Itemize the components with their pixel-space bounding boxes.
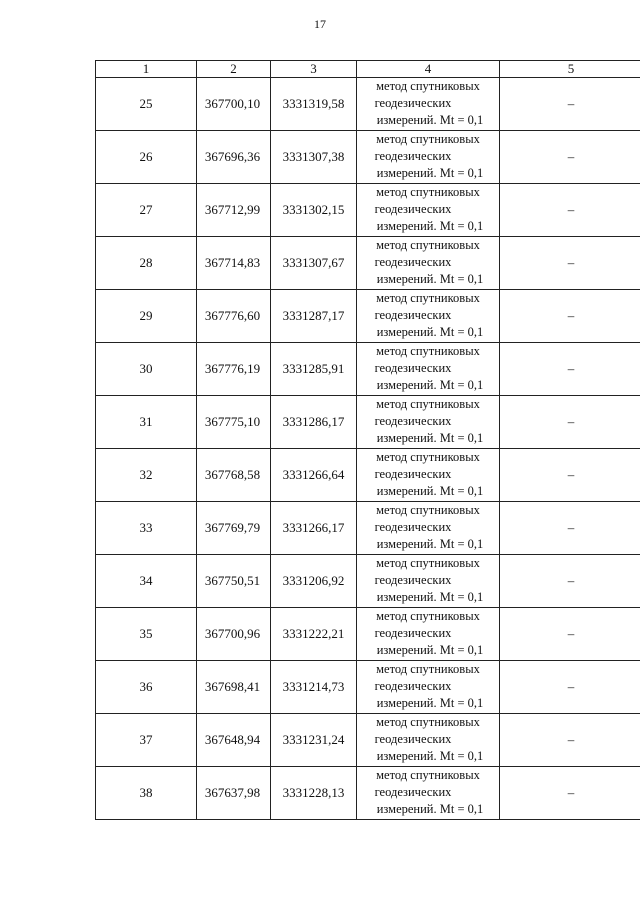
method-line: измерений. Mt = 0,1 bbox=[376, 590, 484, 604]
method-line: геодезических bbox=[374, 149, 452, 163]
method-line: геодезических bbox=[374, 679, 452, 693]
table-row bbox=[96, 184, 640, 237]
method-line: геодезических bbox=[374, 308, 452, 322]
method-line: геодезических bbox=[374, 361, 452, 375]
method-line: измерений. Mt = 0,1 bbox=[376, 378, 484, 392]
x-coordinate-cell: 367776,19 bbox=[197, 343, 271, 396]
method-cell bbox=[357, 131, 500, 184]
method-cell bbox=[357, 555, 500, 608]
y-coordinate-cell: 3331266,17 bbox=[271, 502, 357, 555]
method-line: метод спутниковых bbox=[376, 450, 480, 464]
method-line: измерений. Mt = 0,1 bbox=[376, 484, 484, 498]
method-line: геодезических bbox=[374, 573, 452, 587]
y-coordinate-cell: 3331285,91 bbox=[271, 343, 357, 396]
accuracy-cell: – bbox=[500, 184, 640, 237]
x-coordinate-cell: 367776,60 bbox=[197, 290, 271, 343]
table-row bbox=[96, 237, 640, 290]
method-line: метод спутниковых bbox=[376, 556, 480, 570]
method-line: метод спутниковых bbox=[376, 609, 480, 623]
x-coordinate-cell: 367698,41 bbox=[197, 661, 271, 714]
y-coordinate-cell: 3331222,21 bbox=[271, 608, 357, 661]
column-header-1: 1 bbox=[96, 61, 197, 78]
y-coordinate-cell: 3331319,58 bbox=[271, 78, 357, 131]
method-cell bbox=[357, 78, 500, 131]
point-number-cell: 36 bbox=[96, 661, 197, 714]
column-header-2: 2 bbox=[197, 61, 271, 78]
table-row bbox=[96, 661, 640, 714]
point-number-cell: 29 bbox=[96, 290, 197, 343]
point-number-cell: 31 bbox=[96, 396, 197, 449]
accuracy-cell: – bbox=[500, 237, 640, 290]
method-line: геодезических bbox=[374, 96, 452, 110]
method-line: геодезических bbox=[374, 467, 452, 481]
accuracy-cell: – bbox=[500, 396, 640, 449]
method-line: измерений. Mt = 0,1 bbox=[376, 272, 484, 286]
x-coordinate-cell: 367750,51 bbox=[197, 555, 271, 608]
y-coordinate-cell: 3331228,13 bbox=[271, 767, 357, 820]
method-line: метод спутниковых bbox=[376, 132, 480, 146]
method-cell bbox=[357, 290, 500, 343]
point-number-cell: 30 bbox=[96, 343, 197, 396]
point-number-cell: 35 bbox=[96, 608, 197, 661]
x-coordinate-cell: 367648,94 bbox=[197, 714, 271, 767]
accuracy-cell: – bbox=[500, 608, 640, 661]
x-coordinate-cell: 367696,36 bbox=[197, 131, 271, 184]
accuracy-cell: – bbox=[500, 502, 640, 555]
table-row bbox=[96, 767, 640, 820]
y-coordinate-cell: 3331231,24 bbox=[271, 714, 357, 767]
method-line: измерений. Mt = 0,1 bbox=[376, 643, 484, 657]
accuracy-cell: – bbox=[500, 714, 640, 767]
coordinates-table bbox=[95, 60, 640, 820]
method-line: измерений. Mt = 0,1 bbox=[376, 431, 484, 445]
method-line: метод спутниковых bbox=[376, 768, 480, 782]
method-cell bbox=[357, 608, 500, 661]
y-coordinate-cell: 3331266,64 bbox=[271, 449, 357, 502]
method-cell bbox=[357, 184, 500, 237]
table-row bbox=[96, 714, 640, 767]
column-header-4: 4 bbox=[357, 61, 500, 78]
method-line: измерений. Mt = 0,1 bbox=[376, 537, 484, 551]
table-row bbox=[96, 131, 640, 184]
table-row bbox=[96, 343, 640, 396]
point-number-cell: 27 bbox=[96, 184, 197, 237]
method-cell bbox=[357, 237, 500, 290]
method-line: метод спутниковых bbox=[376, 238, 480, 252]
method-line: метод спутниковых bbox=[376, 291, 480, 305]
method-line: метод спутниковых bbox=[376, 185, 480, 199]
accuracy-cell: – bbox=[500, 767, 640, 820]
accuracy-cell: – bbox=[500, 131, 640, 184]
method-line: измерений. Mt = 0,1 bbox=[376, 696, 484, 710]
method-cell bbox=[357, 767, 500, 820]
method-cell bbox=[357, 343, 500, 396]
method-line: метод спутниковых bbox=[376, 79, 480, 93]
y-coordinate-cell: 3331302,15 bbox=[271, 184, 357, 237]
method-line: измерений. Mt = 0,1 bbox=[376, 113, 484, 127]
method-line: метод спутниковых bbox=[376, 397, 480, 411]
y-coordinate-cell: 3331307,38 bbox=[271, 131, 357, 184]
point-number-cell: 32 bbox=[96, 449, 197, 502]
method-line: измерений. Mt = 0,1 bbox=[376, 219, 484, 233]
method-cell bbox=[357, 502, 500, 555]
column-header-5: 5 bbox=[500, 61, 640, 78]
accuracy-cell: – bbox=[500, 449, 640, 502]
page-number: 17 bbox=[314, 17, 326, 31]
table-row bbox=[96, 78, 640, 131]
x-coordinate-cell: 367775,10 bbox=[197, 396, 271, 449]
method-cell bbox=[357, 714, 500, 767]
method-line: метод спутниковых bbox=[376, 715, 480, 729]
method-line: геодезических bbox=[374, 732, 452, 746]
method-line: метод спутниковых bbox=[376, 344, 480, 358]
method-line: геодезических bbox=[374, 414, 452, 428]
accuracy-cell: – bbox=[500, 661, 640, 714]
table-row bbox=[96, 555, 640, 608]
method-line: геодезических bbox=[374, 255, 452, 269]
point-number-cell: 33 bbox=[96, 502, 197, 555]
method-line: геодезических bbox=[374, 785, 452, 799]
accuracy-cell: – bbox=[500, 343, 640, 396]
point-number-cell: 25 bbox=[96, 78, 197, 131]
method-line: геодезических bbox=[374, 202, 452, 216]
point-number-cell: 34 bbox=[96, 555, 197, 608]
method-cell bbox=[357, 449, 500, 502]
y-coordinate-cell: 3331286,17 bbox=[271, 396, 357, 449]
y-coordinate-cell: 3331206,92 bbox=[271, 555, 357, 608]
method-cell bbox=[357, 661, 500, 714]
table-row bbox=[96, 290, 640, 343]
accuracy-cell: – bbox=[500, 78, 640, 131]
table-row bbox=[96, 608, 640, 661]
x-coordinate-cell: 367712,99 bbox=[197, 184, 271, 237]
table-row bbox=[96, 502, 640, 555]
method-line: геодезических bbox=[374, 626, 452, 640]
method-line: измерений. Mt = 0,1 bbox=[376, 802, 484, 816]
table-row bbox=[96, 396, 640, 449]
x-coordinate-cell: 367637,98 bbox=[197, 767, 271, 820]
point-number-cell: 38 bbox=[96, 767, 197, 820]
x-coordinate-cell: 367769,79 bbox=[197, 502, 271, 555]
point-number-cell: 37 bbox=[96, 714, 197, 767]
x-coordinate-cell: 367714,83 bbox=[197, 237, 271, 290]
table-row bbox=[96, 449, 640, 502]
point-number-cell: 26 bbox=[96, 131, 197, 184]
method-line: геодезических bbox=[374, 520, 452, 534]
x-coordinate-cell: 367700,96 bbox=[197, 608, 271, 661]
accuracy-cell: – bbox=[500, 290, 640, 343]
header-row bbox=[96, 61, 640, 78]
method-line: измерений. Mt = 0,1 bbox=[376, 325, 484, 339]
y-coordinate-cell: 3331214,73 bbox=[271, 661, 357, 714]
method-line: измерений. Mt = 0,1 bbox=[376, 166, 484, 180]
y-coordinate-cell: 3331307,67 bbox=[271, 237, 357, 290]
column-header-3: 3 bbox=[271, 61, 357, 78]
x-coordinate-cell: 367768,58 bbox=[197, 449, 271, 502]
method-line: метод спутниковых bbox=[376, 662, 480, 676]
accuracy-cell: – bbox=[500, 555, 640, 608]
point-number-cell: 28 bbox=[96, 237, 197, 290]
method-cell bbox=[357, 396, 500, 449]
method-line: измерений. Mt = 0,1 bbox=[376, 749, 484, 763]
x-coordinate-cell: 367700,10 bbox=[197, 78, 271, 131]
y-coordinate-cell: 3331287,17 bbox=[271, 290, 357, 343]
method-line: метод спутниковых bbox=[376, 503, 480, 517]
